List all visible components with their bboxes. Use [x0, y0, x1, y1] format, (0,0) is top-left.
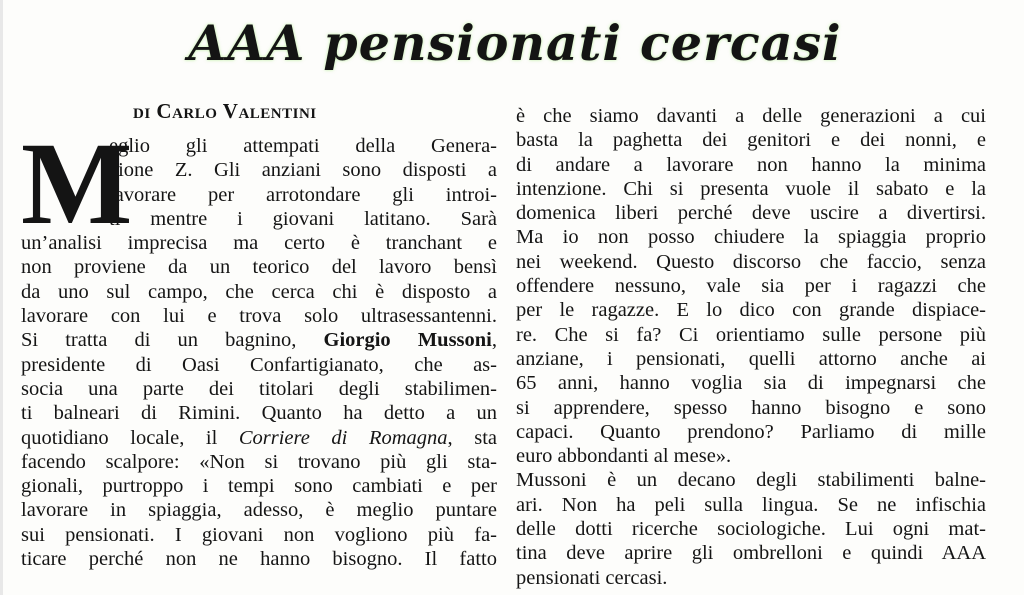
text-line: per le ragazze. E lo dico con grande dispiace-	[516, 299, 986, 322]
text-line: offendere nessuno, vale sia per i ragazzi che	[516, 275, 986, 298]
text-fragment: Si tratta di un bagnino,	[21, 329, 324, 352]
text-line	[21, 426, 497, 450]
text-line: ti balneari di Rimini. Quanto ha detto a un	[21, 402, 497, 425]
text-line: domenica liberi perché deve uscire a divertirsi.	[516, 202, 986, 225]
text-line: sui pensionati. I giovani non vogliono più fa-	[21, 523, 497, 546]
text-line: un’analisi imprecisa ma certo è tranchant e	[21, 232, 497, 255]
text-line: di andare a lavorare non hanno la minima	[516, 153, 986, 176]
text-line: re. Che si fa? Ci orientiamo sulle persone più	[516, 323, 986, 346]
text-line: lavorare per arrotondare gli introi-	[109, 183, 497, 206]
text-fragment: quotidiano locale, il	[21, 426, 239, 449]
text-line: è che siamo davanti a delle generazioni a cui	[516, 105, 986, 127]
text-line: presidente di Oasi Confartigianato, che as-	[21, 353, 497, 376]
text-line: da uno sul campo, che cerca chi è disposto a	[21, 280, 497, 303]
text-line: nei weekend. Questo discorso che faccio, senza	[516, 250, 986, 273]
text-line: Ma io non posso chiudere la spiaggia proprio	[516, 226, 986, 249]
text-line: delle dotti ricerche sociologiche. Lui ogni mat-	[516, 518, 986, 541]
text-fragment: , sta	[447, 426, 498, 449]
drop-cap: M	[21, 118, 133, 249]
text-line: gionali, purtroppo i tempi sono cambiati e per	[21, 475, 497, 498]
text-line: lavorare con lui e trova solo ultrasessantenni.	[21, 305, 497, 328]
text-line	[21, 328, 497, 352]
person-name: Giorgio Mussoni	[323, 329, 492, 352]
text-line: anziane, i pensionati, quelli attorno anche ai	[516, 347, 986, 370]
newspaper-name: Corriere di Romagna	[238, 426, 448, 449]
text-line: tina deve aprire gli ombrelloni e quindi AAA	[516, 542, 986, 565]
text-line: si apprendere, spesso hanno bisogno e sono	[516, 396, 986, 419]
article-headline: AAA pensionati cercasi	[188, 14, 842, 72]
text-fragment: ,	[491, 329, 497, 352]
text-line: non proviene da un teorico del lavoro bensì	[21, 256, 497, 279]
text-line: Mussoni è un decano degli stabilimenti balne-	[516, 469, 986, 492]
article-byline: di Carlo Valentini	[133, 99, 317, 123]
text-line: intenzione. Chi si presenta vuole il sabato e la	[516, 177, 986, 200]
text-line: 65 anni, hanno voglia sia di impegnarsi che	[516, 372, 986, 395]
text-line: zione Z. Gli anziani sono disposti a	[109, 159, 497, 182]
text-line: ari. Non ha peli sulla lingua. Se ne infischia	[516, 493, 986, 516]
text-line: facendo scalpore: «Non si trovano più gli sta-	[21, 450, 497, 473]
text-line: lavorare in spiaggia, adesso, è meglio puntare	[21, 499, 497, 522]
text-line: ti mentre i giovani latitano. Sarà	[109, 207, 497, 230]
article-column-left	[21, 118, 498, 571]
text-line: euro abbondanti al mese».	[516, 445, 732, 468]
article-column-right	[516, 104, 986, 590]
text-line: capaci. Quanto prendono? Parliamo di mille	[516, 420, 986, 443]
text-line: pensionati cercasi.	[516, 566, 668, 589]
text-line: socia una parte dei titolari degli stabilimen-	[21, 377, 497, 400]
text-line: eglio gli attempati della Genera-	[109, 135, 497, 157]
text-line: ticare perché non ne hanno bisogno. Il fatto	[21, 548, 497, 571]
text-line: basta la paghetta dei genitori e dei nonni, e	[516, 129, 986, 152]
